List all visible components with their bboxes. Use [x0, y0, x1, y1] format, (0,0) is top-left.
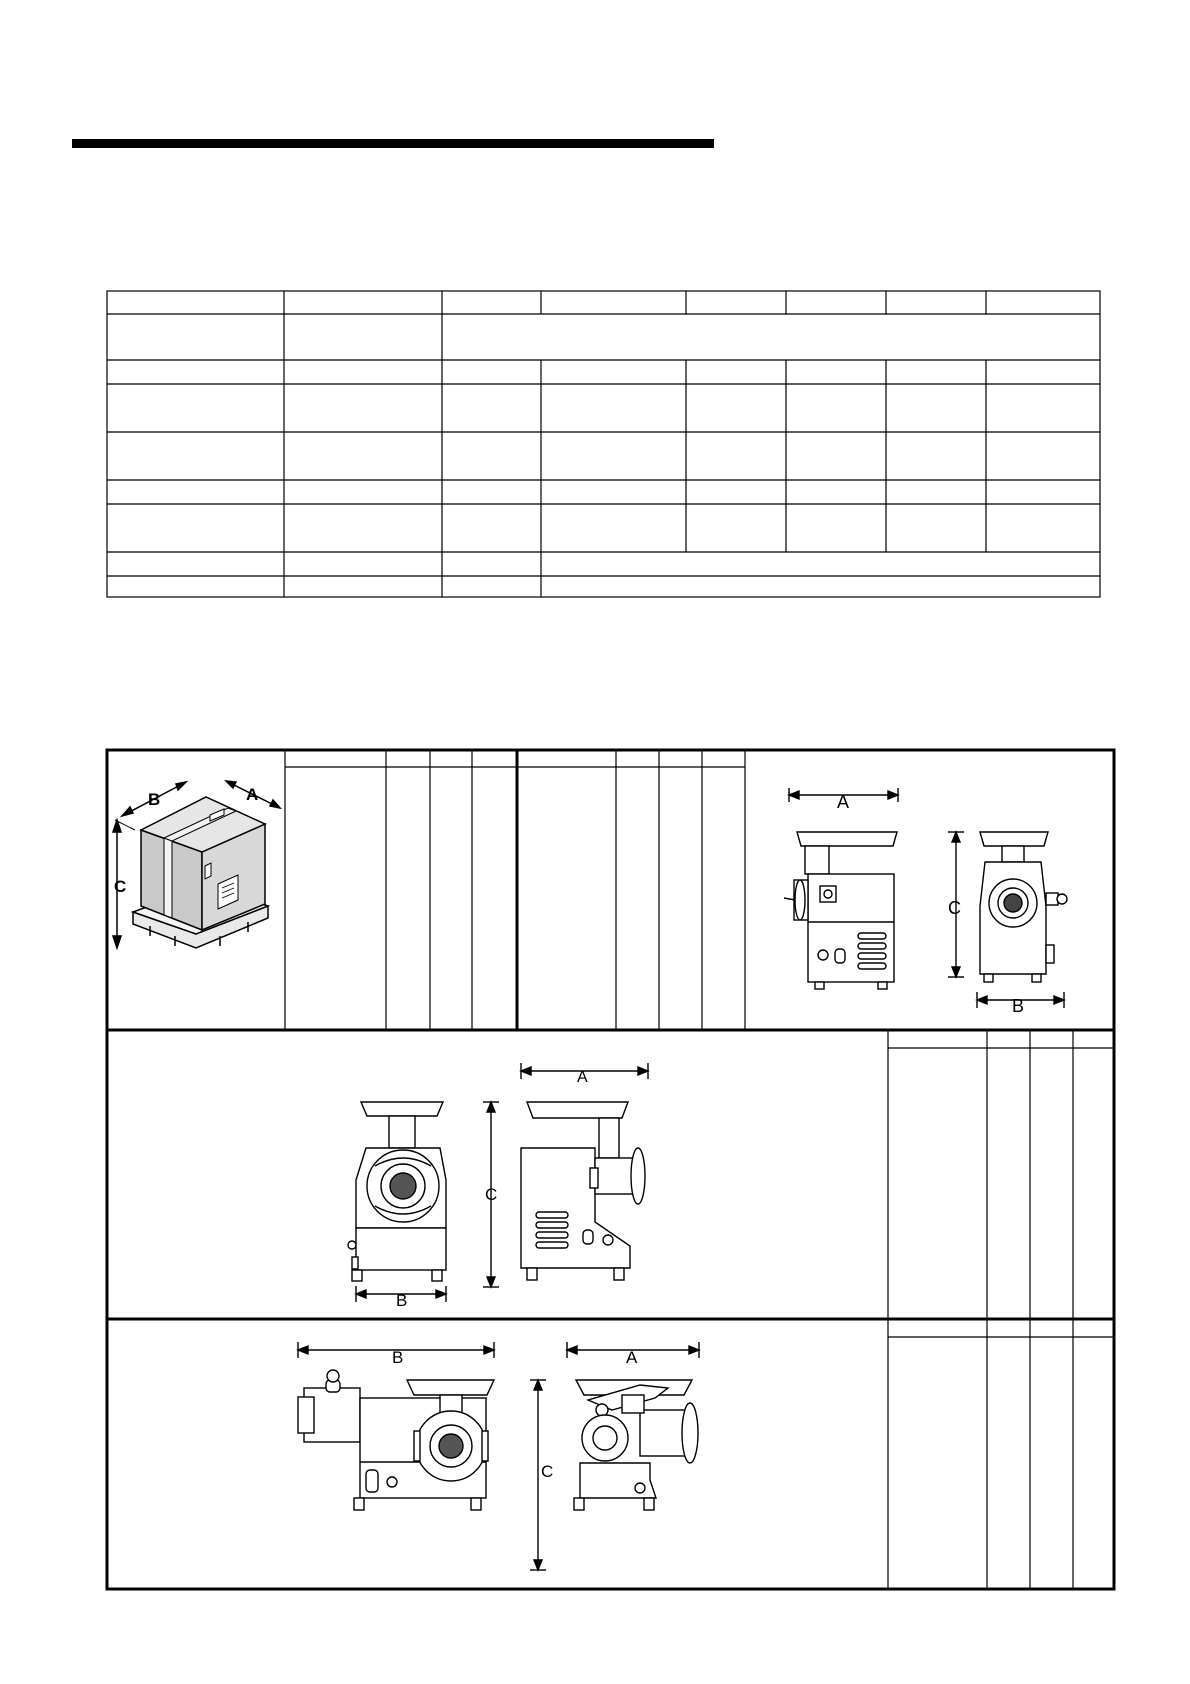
m3-label-c: C — [541, 1462, 554, 1481]
m2-label-b: B — [396, 1291, 408, 1310]
m2-label-c: C — [485, 1185, 498, 1204]
m2-label-a: A — [577, 1069, 588, 1086]
pack-label-a: A — [246, 785, 259, 804]
m3-label-a: A — [626, 1348, 638, 1367]
m1-label-b: B — [1012, 996, 1025, 1016]
machine-3-front-view — [298, 1342, 546, 1570]
m1-label-a: A — [837, 792, 850, 812]
spec-table — [107, 291, 1100, 597]
m1-label-c: C — [948, 898, 961, 918]
machine-1-front-view — [948, 832, 1067, 1008]
pack-label-c: C — [114, 877, 127, 896]
machine-1-side-view — [784, 788, 898, 989]
m3-label-b: B — [392, 1348, 404, 1367]
machine-3-side-view — [567, 1342, 699, 1510]
machine-2-side-view — [521, 1063, 648, 1280]
machine-2-front-view — [348, 1102, 499, 1302]
packaging-box-illustration — [113, 781, 280, 948]
pack-label-b: B — [148, 790, 161, 809]
